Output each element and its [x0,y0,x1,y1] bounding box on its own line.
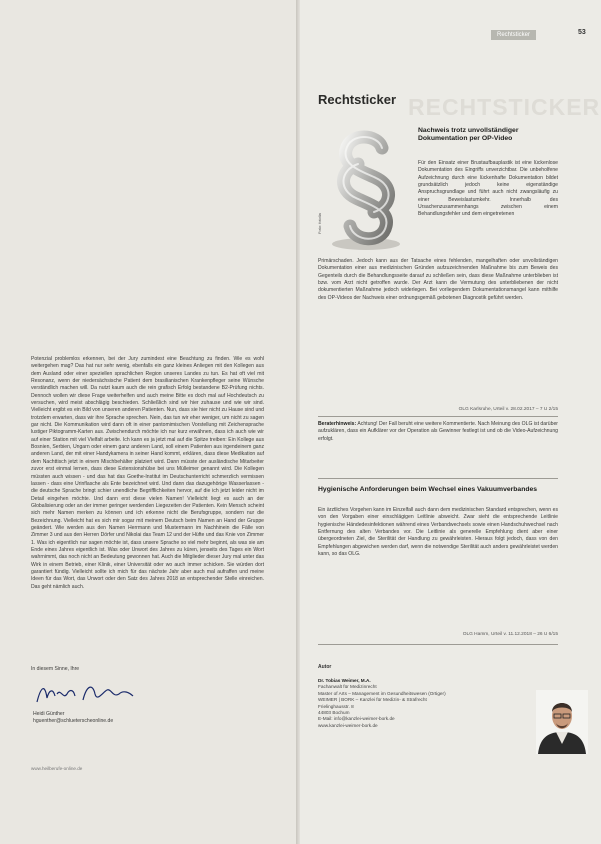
article2-source: OLG Hamm, Urteil v. 11.12.2018 – 26 U 6/15 [462,632,558,637]
handwritten-signature [33,680,153,708]
divider [318,644,558,645]
article1-source: OLG Karlsruhe, Urteil v. 28.02.2017 – 7 U 2/15 [458,407,558,412]
left-column-text [31,356,264,591]
left-page [0,0,300,844]
berater-text: Achtung! Der Fall beruht eine weitere Kommentierte. Nach Meinung des OLG ist darüber aufzuklären, dass ein Aufklärer vor der Operation als Gewinner festlegt ist und ob die Video-Aufzeichnung erfolgt. [318,421,558,442]
footer-url: www.heilberufe-online.de [31,766,83,771]
author-web: www.kanzlei-weimer-bork.de [318,722,378,728]
author-role: Fachanwalt für Medizinrecht [318,684,377,690]
article2-body: Ein ärztliches Vorgehen kann im Einzelfall auch dann dem medizinischen Standard entsprechen, wenn es von den Vorgaben einer einschlägigen Leitlinie abweicht. Zwar sieht die entsprechende Leitlinie hygienische Händedesinfektionen während eines Verbandwechsels sowie einen Handschuhwechsel nach Entfernung des alten Verbandes vor. Die Leitlinie als generelle Empfehlung dient aber einer übergeordneten Ziel, die Sterilität der Handlung zu gewährleisten. Hieraus folgt jedoch, dass von den Empfehlungen abgewichen werden darf, wenn die notwendige Sterilität auch anders gewährleistet werden kann, so das OLG. [318,507,558,558]
rubric-title: Rechtsticker [318,92,397,107]
divider [318,478,558,479]
author-info [318,678,518,729]
paragraph-sign-icon [320,126,412,256]
photo-credit: Foto: fotolia [317,213,322,234]
author-street: Frielinghausstr. 8 [318,703,354,709]
article1-body-full: Primärschaden. Jedoch kann aus der Tatsache eines fehlenden, mangelhaften oder unvollständigen Dokumentation einer aus medizinischen Gründen aufzuzeichnenden Maßnahme bis zum Beweis des Gegenteils durch die Behandlungsseite darauf zu schließen sein, dass diese Maßnahme unterblieben ist bzw. vom Arzt nicht getroffen wurde. Der Arzt kann die Vermutung des unterbliebenen der nicht dokumentierten Maßnahme jedoch widerlegen. Bei vorliegendem Dokumentationsmangel kann mithilfe des OP-Videos der Nachweis einer ordnungsgemäß gebotenen Diagnostik geführt werden. [318,258,558,301]
left-body: Potenzial problemlos erkennen, bei der Jury zumindest eine Beachtung zu finden. Wie es wohl weitergehen mag? Das hat nur sehr wenig, ebenfalls ein ganz kleines Anliegen mit den Kollegen aus dem Ausland oder einer speziellen sprachlichen Region unseres Landes zu tun. Es hat oft viel mit Resonanz, wenn der niedersächsische Patient dem brasilianischen Krankenpfleger seine Wünsche verständlich machen will. Da nutzt kaum auch die rein grafisch Erfolg bestandene B2-Prüfung nichts. Dennoch wollen wir diese Frage weiterhelfen und auch meine Bitte es doch mal auf Hochdeutsch zu versuchen, wird meist abschlägig beschieden. Schließlich sind wir hier zuhause und wie wir sind. Vielleicht ergibt es ein Bild von unseren anderen Patienten. Nun, dass sie hier nicht zu Hause sind und trotzdem erwarten, dass wir ihre Sprache sprechen. Nein, das tun wir eher weniger, um nicht zu sagen gar nicht. Die Kommunikation wird dann oft in einer pantomimischen Vorstellung mit Zeichensprache lustiger Piktogramm-Karten aus. Zwischendurch möchte ich nur kurz erwähnen, dass ich auch wie wir auf einer Station mit viel Vielfalt arbeite. Ich kann es ja jetzt mal auf die Spitze treiben: Ein Kollege aus Bosnien, Serbien, Ungarn oder einem ganz anderen Land, soll einem Patienten aus irgendeinem ganz anderen Land, der mit einer Handykamera in seiner Hand kommt, erklären, dass diese Medikation auf dem Nachttisch jetzt in einem Mischbehälter platziert wird. Dann müsste der ausländische Mitarbeiter zuvor erst einmal lernen, dass diese Extensionshülse bei uns Mülleimer genannt wird. Die Kollegen müssten auch wissen - und das hat das Goethe-Institut im Deutschunterricht schmerzlich vermissen lassen - dass eine Urinflasche als Ente bezeichnet wird. Und dann das dazugehörige Wasserlassen - die deutsche Sprache bringt schier unendliche Begrifflichkeiten hervor, auf die ich jetzt leider nicht im Detail eingehen möchte. Und dann erst diese vielen Namen! Vielleicht liegt es auch an der Globalisierung oder an der immer geringer werdenden Liegezeiten der Patienten. Kein Mensch scheint sich mehr Namen merken zu können und ich erkenne nicht die Berufsgruppe, sondern nur die Bezeichnung. Vielleicht hat es sich mir sogar mit meinem Deutsch beim Namen an Hand der Gruppe geändert. Wie werden aus den Namen Herrmann und Mustermann im Nachhinein die Fälle von Zimmer 3 und aus den Herren Dörfer und Nikolai das Team 12 und der Hüfte und das Knie von Zimmer 1. Was ich eigentlich nur sagen möchte ist, dass unsere Sprache so viel mehr beginnt, als was sie am Ende eines Jahres eigentlich ist. Was oder Unwort des Jahres zu küren, jenseits des Tages ein Wort wahrnimmt, das noch nicht an Bedeutung gewonnen hat. Auch die Mitglieder dieser Jury mal unter das Wirk in einem Betrieb, einer Klinik, einer Universität oder wo auch immer schicken. Sie würden dort garantiert fündig. Vielleicht sollte ich mich für das nächste Jahr aber auch mal aufraffen und meine Ideen für das Wort, das Unwort oder den Satz des Jahres 2018 an entsprechender Stelle einreichen. Das geht nämlich auch. [31,356,264,590]
author-portrait [536,690,588,754]
ghost-rubric-word: RECHTSTICKER [408,94,601,120]
page-number: 53 [578,29,586,36]
article1-headline: Nachweis trotz unvollständiger Dokumentation per OP-Video [418,127,519,142]
author-email: E-Mail: info@kanzlei-weimer-bork.de [318,716,395,722]
article1-body-column: Für den Einsatz einer Brustaufbauplastik ist eine lückenlose Dokumentation des Eingriffs unverzichtbar. Die unbeholfene Aufzeichnung durch eine lückenhafte Dokumentation bildet grundsätzlich jedoch keine eigenständige Anspruchsgrundlage und führt auch nicht zwangsläufig zu einer Beweislastumkehr. Innerhalb des Ursachenzusammenhangs zwischen einem Behandlungsfehler und dem eingetretenen [418,160,558,218]
author-city: 44803 Bochum [318,710,350,716]
section-tab: Rechtsticker [491,30,536,40]
divider [318,416,558,417]
article1-continued [318,258,558,302]
author-label: Autor [318,664,332,670]
article1-headline-block [418,127,558,143]
berater-label: Beraterhinweis: [318,421,357,427]
signer-name: Heidi Günther [33,711,65,717]
author-degree: Master of Arts – Management im Gesundheitswesen (Ortiger) [318,690,446,696]
berater-hinweis [318,421,558,443]
signer-email: hguenther@schlueterscheonline.de [33,718,114,724]
article2-headline: Hygienische Anforderungen beim Wechsel eines Vakuumverbandes [318,486,538,493]
author-name: Dr. Tobias Weimer, M.A. [318,678,371,683]
article1-column [418,160,558,219]
article2-headline-block [318,486,558,494]
author-firm: WEIMER | BORK – Kanzlei für Medizin- & Strafrecht [318,697,427,703]
greeting: In diesem Sinne, Ihre [31,666,80,672]
article2-body-block [318,507,558,558]
signer-block [33,711,113,725]
